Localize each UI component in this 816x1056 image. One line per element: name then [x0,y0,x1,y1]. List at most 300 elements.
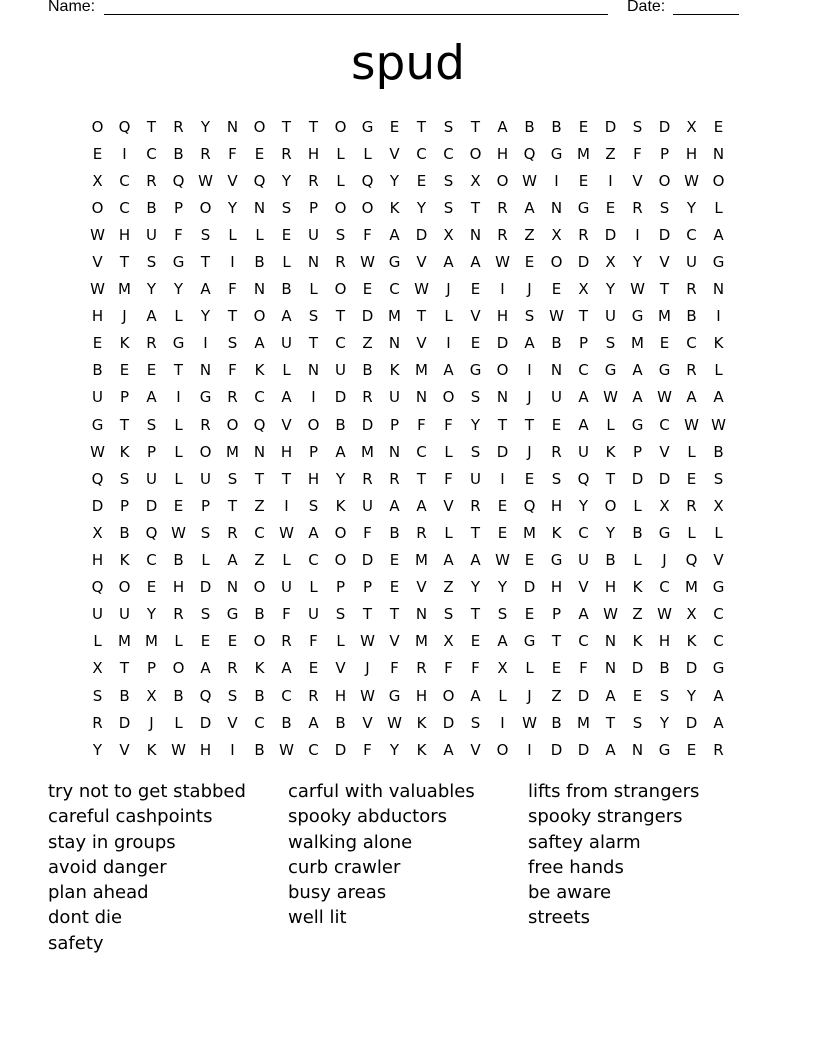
grid-letter[interactable]: F [444,469,453,488]
grid-letter[interactable]: C [416,144,427,163]
grid-letter[interactable]: R [713,740,724,759]
grid-letter[interactable]: K [119,442,130,461]
grid-letter[interactable]: X [605,253,616,272]
grid-letter[interactable]: G [226,605,239,624]
grid-letter[interactable]: R [335,253,346,272]
grid-letter[interactable]: S [119,469,130,488]
grid-letter[interactable]: W [360,632,375,651]
grid-letter[interactable]: L [633,551,642,570]
grid-letter[interactable]: G [658,523,671,542]
grid-letter[interactable]: U [308,225,319,244]
grid-letter[interactable]: R [92,713,103,732]
grid-letter[interactable]: R [173,605,184,624]
grid-letter[interactable]: E [605,198,616,217]
grid-letter[interactable]: W [387,713,402,732]
grid-letter[interactable]: G [550,551,563,570]
grid-letter[interactable]: L [174,469,183,488]
grid-letter[interactable]: B [605,551,616,570]
grid-letter[interactable]: H [307,469,320,488]
grid-letter[interactable]: O [253,632,266,651]
grid-letter[interactable]: U [200,469,211,488]
grid-letter[interactable]: E [119,361,130,380]
grid-letter[interactable]: U [146,225,157,244]
grid-letter[interactable]: D [685,659,698,678]
grid-letter[interactable]: J [662,551,667,570]
grid-letter[interactable]: B [389,523,400,542]
grid-letter[interactable]: S [443,171,454,190]
grid-letter[interactable]: O [334,551,347,570]
grid-letter[interactable]: K [389,361,400,380]
grid-letter[interactable]: B [119,686,130,705]
grid-letter[interactable]: W [711,415,726,434]
grid-letter[interactable]: O [550,253,563,272]
grid-letter[interactable]: W [171,523,186,542]
grid-letter[interactable]: C [389,280,400,299]
grid-letter[interactable]: U [335,361,346,380]
grid-letter[interactable]: U [578,551,589,570]
grid-letter[interactable]: H [496,307,509,326]
grid-letter[interactable]: C [659,415,670,434]
grid-letter[interactable]: S [443,605,454,624]
grid-letter[interactable]: P [308,198,319,217]
grid-letter[interactable]: E [308,659,319,678]
grid-letter[interactable]: U [119,605,130,624]
grid-letter[interactable]: C [308,551,319,570]
grid-letter[interactable]: M [685,578,698,597]
grid-letter[interactable]: M [415,551,428,570]
grid-letter[interactable]: L [336,144,345,163]
grid-letter[interactable]: A [443,253,454,272]
grid-letter[interactable]: A [200,659,211,678]
grid-letter[interactable]: F [282,605,291,624]
grid-letter[interactable]: S [281,198,292,217]
grid-letter[interactable]: Y [686,198,697,217]
grid-letter[interactable]: R [281,632,292,651]
grid-letter[interactable]: S [308,496,319,515]
grid-letter[interactable]: F [363,523,372,542]
grid-letter[interactable]: M [577,144,590,163]
grid-letter[interactable]: D [577,740,590,759]
grid-letter[interactable]: D [496,334,509,353]
grid-letter[interactable]: B [254,686,265,705]
grid-letter[interactable]: E [551,659,562,678]
grid-letter[interactable]: L [687,523,696,542]
grid-letter[interactable]: V [443,496,454,515]
grid-letter[interactable]: D [550,740,563,759]
grid-letter[interactable]: L [174,415,183,434]
grid-letter[interactable]: N [388,442,401,461]
grid-letter[interactable]: O [172,659,185,678]
grid-letter[interactable]: R [686,361,697,380]
grid-letter[interactable]: W [657,605,672,624]
grid-letter[interactable]: D [145,496,158,515]
grid-letter[interactable]: N [550,198,563,217]
grid-letter[interactable]: P [119,496,130,515]
grid-letter[interactable]: J [527,388,532,407]
grid-letter[interactable]: D [199,713,212,732]
grid-letter[interactable]: S [470,713,481,732]
grid-letter[interactable]: K [632,578,643,597]
grid-letter[interactable]: T [146,117,157,136]
grid-letter[interactable]: S [497,605,508,624]
grid-letter[interactable]: T [416,469,427,488]
grid-letter[interactable]: N [253,280,266,299]
grid-letter[interactable]: S [632,117,643,136]
grid-letter[interactable]: G [712,578,725,597]
grid-letter[interactable]: A [443,551,454,570]
grid-letter[interactable]: B [659,659,670,678]
grid-letter[interactable]: T [119,659,130,678]
grid-letter[interactable]: H [550,496,563,515]
grid-letter[interactable]: Y [578,496,589,515]
grid-letter[interactable]: W [684,171,699,190]
grid-letter[interactable]: T [254,469,265,488]
grid-letter[interactable]: R [308,686,319,705]
date-field-blank[interactable] [673,0,739,15]
grid-letter[interactable]: J [122,307,127,326]
grid-letter[interactable]: D [118,713,131,732]
grid-letter[interactable]: P [389,415,400,434]
grid-letter[interactable]: L [174,307,183,326]
grid-letter[interactable]: T [362,605,373,624]
grid-letter[interactable]: Z [362,334,373,353]
grid-letter[interactable]: V [389,144,400,163]
grid-letter[interactable]: U [389,388,400,407]
grid-letter[interactable]: I [500,280,505,299]
grid-letter[interactable]: Q [523,496,536,515]
grid-letter[interactable]: Y [470,578,481,597]
grid-letter[interactable]: D [604,225,617,244]
grid-letter[interactable]: P [632,442,643,461]
grid-letter[interactable]: E [632,686,643,705]
grid-letter[interactable]: H [496,144,509,163]
grid-letter[interactable]: U [281,334,292,353]
grid-letter[interactable]: O [118,578,131,597]
grid-letter[interactable]: R [389,469,400,488]
grid-letter[interactable]: R [227,659,238,678]
grid-letter[interactable]: I [446,334,451,353]
grid-letter[interactable]: L [714,523,723,542]
grid-letter[interactable]: K [551,523,562,542]
grid-letter[interactable]: B [551,334,562,353]
grid-letter[interactable]: P [146,659,157,678]
grid-letter[interactable]: D [658,469,671,488]
grid-letter[interactable]: Y [389,740,400,759]
grid-letter[interactable]: B [173,551,184,570]
grid-letter[interactable]: E [254,144,265,163]
grid-letter[interactable]: S [335,225,346,244]
grid-letter[interactable]: Y [659,713,670,732]
grid-letter[interactable]: Q [253,171,266,190]
grid-letter[interactable]: E [659,334,670,353]
grid-letter[interactable]: B [362,361,373,380]
grid-letter[interactable]: A [470,551,481,570]
grid-letter[interactable]: N [253,198,266,217]
grid-letter[interactable]: E [173,496,184,515]
grid-letter[interactable]: N [253,442,266,461]
grid-letter[interactable]: N [388,334,401,353]
grid-letter[interactable]: B [713,442,724,461]
grid-letter[interactable]: T [578,307,589,326]
grid-letter[interactable]: A [281,307,292,326]
grid-letter[interactable]: L [714,361,723,380]
grid-letter[interactable]: R [200,415,211,434]
grid-letter[interactable]: A [389,496,400,515]
grid-letter[interactable]: Y [470,415,481,434]
grid-letter[interactable]: Y [92,740,103,759]
grid-letter[interactable]: P [335,578,346,597]
grid-letter[interactable]: A [605,740,616,759]
grid-letter[interactable]: V [659,442,670,461]
grid-letter[interactable]: N [712,280,725,299]
grid-letter[interactable]: K [146,740,157,759]
grid-letter[interactable]: E [389,117,400,136]
grid-letter[interactable]: X [497,659,508,678]
grid-letter[interactable]: X [659,496,670,515]
grid-letter[interactable]: T [227,307,238,326]
grid-letter[interactable]: E [497,496,508,515]
grid-letter[interactable]: V [470,740,481,759]
grid-letter[interactable]: S [524,307,535,326]
grid-letter[interactable]: A [308,713,319,732]
grid-letter[interactable]: B [146,198,157,217]
grid-letter[interactable]: U [308,605,319,624]
grid-letter[interactable]: R [497,225,508,244]
grid-letter[interactable]: E [146,578,157,597]
grid-letter[interactable]: H [172,578,185,597]
name-field-blank[interactable] [104,0,608,15]
grid-letter[interactable]: L [525,659,534,678]
grid-letter[interactable]: X [470,171,481,190]
grid-letter[interactable]: Y [335,469,346,488]
grid-letter[interactable]: T [119,415,130,434]
grid-letter[interactable]: T [416,117,427,136]
grid-letter[interactable]: Z [254,551,265,570]
grid-letter[interactable]: N [415,388,428,407]
grid-letter[interactable]: K [335,496,346,515]
grid-letter[interactable]: Q [253,415,266,434]
grid-letter[interactable]: S [470,442,481,461]
grid-letter[interactable]: Z [605,144,616,163]
grid-letter[interactable]: Z [551,686,562,705]
grid-letter[interactable]: C [308,740,319,759]
grid-letter[interactable]: X [443,225,454,244]
grid-letter[interactable]: D [658,117,671,136]
grid-letter[interactable]: P [578,334,589,353]
grid-letter[interactable]: O [334,198,347,217]
grid-letter[interactable]: V [416,334,427,353]
grid-letter[interactable]: S [605,334,616,353]
grid-letter[interactable]: A [524,334,535,353]
grid-letter[interactable]: S [92,686,103,705]
grid-letter[interactable]: T [497,415,508,434]
grid-letter[interactable]: W [414,280,429,299]
grid-letter[interactable]: F [471,659,480,678]
grid-letter[interactable]: X [92,659,103,678]
grid-letter[interactable]: L [444,307,453,326]
grid-letter[interactable]: B [173,144,184,163]
grid-letter[interactable]: C [146,144,157,163]
grid-letter[interactable]: T [659,280,670,299]
grid-letter[interactable]: T [470,523,481,542]
grid-letter[interactable]: W [279,523,294,542]
grid-letter[interactable]: V [416,578,427,597]
grid-letter[interactable]: A [443,361,454,380]
grid-letter[interactable]: D [604,117,617,136]
grid-letter[interactable]: Y [227,198,238,217]
grid-letter[interactable]: D [334,388,347,407]
grid-letter[interactable]: Y [146,280,157,299]
grid-letter[interactable]: C [281,686,292,705]
grid-letter[interactable]: U [281,578,292,597]
grid-letter[interactable]: Z [443,578,454,597]
grid-letter[interactable]: A [605,686,616,705]
grid-letter[interactable]: O [199,198,212,217]
grid-letter[interactable]: B [254,605,265,624]
grid-letter[interactable]: A [443,740,454,759]
grid-letter[interactable]: S [335,605,346,624]
grid-letter[interactable]: O [334,523,347,542]
grid-letter[interactable]: D [631,659,644,678]
grid-letter[interactable]: X [443,632,454,651]
grid-letter[interactable]: E [524,253,535,272]
grid-letter[interactable]: G [577,198,590,217]
grid-letter[interactable]: I [527,740,532,759]
grid-letter[interactable]: A [254,334,265,353]
grid-letter[interactable]: A [146,388,157,407]
grid-letter[interactable]: R [470,496,481,515]
grid-letter[interactable]: L [282,253,291,272]
grid-letter[interactable]: R [551,442,562,461]
grid-letter[interactable]: C [146,551,157,570]
grid-letter[interactable]: O [442,388,455,407]
grid-letter[interactable]: Y [497,578,508,597]
grid-letter[interactable]: N [226,578,239,597]
grid-letter[interactable]: K [605,442,616,461]
grid-letter[interactable]: C [254,388,265,407]
grid-letter[interactable]: A [389,225,400,244]
grid-letter[interactable]: T [308,117,319,136]
grid-letter[interactable]: B [335,415,346,434]
grid-letter[interactable]: M [658,307,671,326]
grid-letter[interactable]: K [254,659,265,678]
grid-letter[interactable]: S [227,334,238,353]
grid-letter[interactable]: K [416,713,427,732]
grid-letter[interactable]: W [684,415,699,434]
grid-letter[interactable]: G [631,307,644,326]
grid-letter[interactable]: C [119,198,130,217]
grid-letter[interactable]: K [389,198,400,217]
grid-letter[interactable]: M [388,307,401,326]
grid-letter[interactable]: L [282,551,291,570]
grid-letter[interactable]: R [416,523,427,542]
grid-letter[interactable]: R [227,523,238,542]
grid-letter[interactable]: S [200,523,211,542]
grid-letter[interactable]: W [198,171,213,190]
grid-letter[interactable]: E [389,551,400,570]
grid-letter[interactable]: F [363,740,372,759]
grid-letter[interactable]: O [361,198,374,217]
grid-letter[interactable]: L [687,442,696,461]
grid-letter[interactable]: N [415,605,428,624]
grid-letter[interactable]: F [417,415,426,434]
grid-letter[interactable]: T [281,469,292,488]
grid-letter[interactable]: E [362,280,373,299]
grid-letter[interactable]: Q [361,171,374,190]
grid-letter[interactable]: W [603,605,618,624]
grid-letter[interactable]: S [443,117,454,136]
grid-letter[interactable]: J [365,659,370,678]
grid-letter[interactable]: R [146,171,157,190]
grid-letter[interactable]: N [631,740,644,759]
grid-letter[interactable]: T [605,469,616,488]
grid-letter[interactable]: N [496,388,509,407]
grid-letter[interactable]: G [172,253,185,272]
grid-letter[interactable]: M [631,334,644,353]
grid-letter[interactable]: Y [686,686,697,705]
grid-letter[interactable]: G [550,144,563,163]
grid-letter[interactable]: W [495,551,510,570]
grid-letter[interactable]: G [658,361,671,380]
grid-letter[interactable]: O [496,740,509,759]
grid-letter[interactable]: N [199,361,212,380]
grid-letter[interactable]: B [632,523,643,542]
grid-letter[interactable]: Q [118,117,131,136]
grid-letter[interactable]: E [470,280,481,299]
grid-letter[interactable]: D [631,469,644,488]
grid-letter[interactable]: A [470,253,481,272]
grid-letter[interactable]: V [362,713,373,732]
grid-letter[interactable]: J [527,686,532,705]
grid-letter[interactable]: R [200,144,211,163]
grid-letter[interactable]: Q [199,686,212,705]
grid-letter[interactable]: I [203,334,208,353]
grid-letter[interactable]: Q [523,144,536,163]
grid-letter[interactable]: L [363,144,372,163]
grid-letter[interactable]: S [200,605,211,624]
grid-letter[interactable]: Q [91,578,104,597]
grid-letter[interactable]: V [335,659,346,678]
grid-letter[interactable]: A [335,442,346,461]
grid-letter[interactable]: G [604,361,617,380]
grid-letter[interactable]: S [470,388,481,407]
grid-letter[interactable]: B [686,307,697,326]
grid-letter[interactable]: V [470,307,481,326]
grid-letter[interactable]: R [497,198,508,217]
grid-letter[interactable]: P [200,496,211,515]
grid-letter[interactable]: M [415,632,428,651]
grid-letter[interactable]: E [497,523,508,542]
grid-letter[interactable]: O [658,171,671,190]
grid-letter[interactable]: L [174,632,183,651]
grid-letter[interactable]: K [713,334,724,353]
grid-letter[interactable]: O [496,171,509,190]
grid-letter[interactable]: T [200,253,211,272]
grid-letter[interactable]: F [228,280,237,299]
grid-letter[interactable]: T [470,605,481,624]
grid-letter[interactable]: L [336,632,345,651]
grid-letter[interactable]: N [604,632,617,651]
grid-letter[interactable]: A [497,632,508,651]
grid-letter[interactable]: Q [172,171,185,190]
grid-letter[interactable]: D [442,713,455,732]
grid-letter[interactable]: J [527,280,532,299]
grid-letter[interactable]: A [686,388,697,407]
grid-letter[interactable]: L [714,198,723,217]
grid-letter[interactable]: P [308,442,319,461]
grid-letter[interactable]: X [92,523,103,542]
grid-letter[interactable]: R [308,171,319,190]
